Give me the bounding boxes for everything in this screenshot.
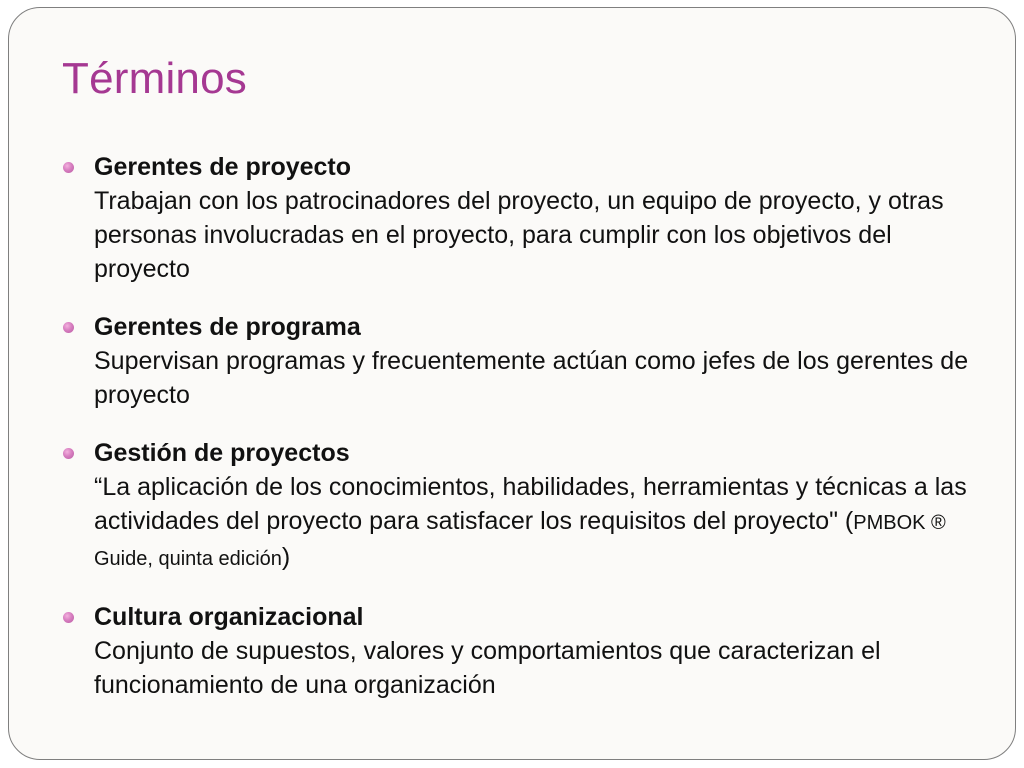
- closing-parenthesis: ): [281, 543, 291, 571]
- slide-frame: [8, 7, 1016, 760]
- source-citation: PMBOK ® Guide, quinta edición: [94, 512, 946, 570]
- terms-list: [59, 150, 979, 726]
- bullet-icon: [63, 322, 74, 333]
- term-description: Supervisan programas y frecuentemente actúan como jefes de los gerentes de proyecto: [94, 347, 969, 409]
- term-item-gestion-proyectos: [59, 436, 979, 576]
- bullet-icon: [63, 612, 74, 623]
- term-item-gerentes-programa: [59, 310, 979, 412]
- term-item-gerentes-proyecto: [59, 150, 979, 286]
- term-description: Conjunto de supuestos, valores y comportamientos que caracterizan el funcionamiento de una organización: [94, 637, 881, 699]
- bullet-icon: [63, 448, 74, 459]
- slide-title: Términos: [62, 54, 247, 103]
- term-item-cultura-organizacional: [59, 600, 979, 702]
- term-heading: Cultura organizacional: [94, 603, 364, 631]
- term-heading: Gestión de proyectos: [94, 439, 350, 467]
- term-description: Trabajan con los patrocinadores del proyecto, un equipo de proyecto, y otras personas involucradas en el proyecto, para cumplir con los objetivos del proyecto: [94, 187, 944, 283]
- term-heading: Gerentes de proyecto: [94, 153, 352, 181]
- bullet-icon: [63, 162, 74, 173]
- term-quote: “La aplicación de los conocimientos, habilidades, herramientas y técnicas a las actividades del proyecto para satisfacer los requisitos del proyecto" (: [94, 473, 967, 535]
- term-heading: Gerentes de programa: [94, 313, 361, 341]
- term-description: [94, 470, 979, 576]
